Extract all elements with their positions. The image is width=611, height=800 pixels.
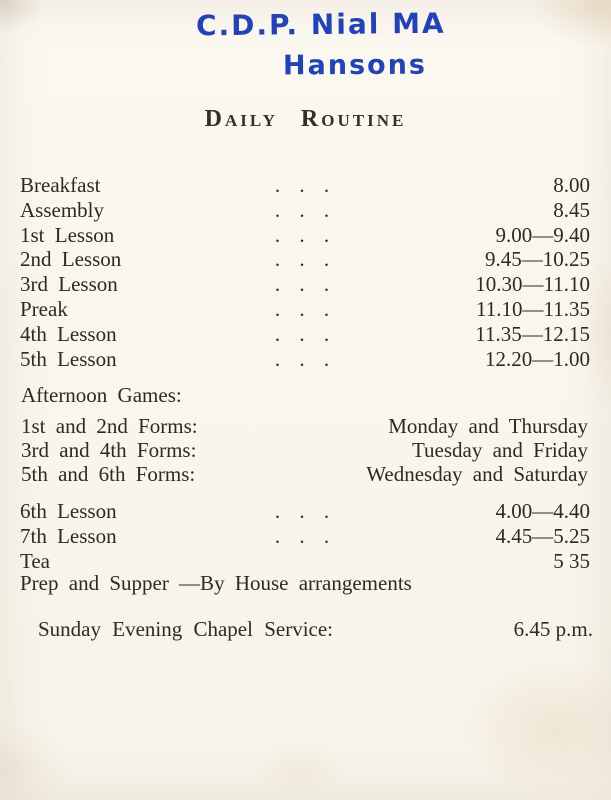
schedule-time: 10.30—11.10	[475, 272, 590, 297]
schedule-row	[0, 347, 611, 372]
forms-label: 3rd and 4th Forms:	[21, 438, 197, 463]
schedule-row	[0, 549, 611, 574]
schedule-row	[0, 297, 611, 322]
games-days: Tuesday and Friday	[411, 438, 588, 463]
leader-dots: . . .	[274, 197, 332, 222]
handwritten-house-name: Hansons	[282, 49, 428, 82]
page-title: Daily Routine	[204, 106, 407, 132]
schedule-row	[0, 198, 611, 223]
schedule-label: Assembly	[20, 197, 104, 222]
schedule-row	[0, 499, 611, 524]
forms-label: 5th and 6th Forms:	[21, 462, 196, 487]
evening-schedule	[0, 499, 611, 573]
games-days: Monday and Thursday	[388, 414, 588, 438]
afternoon-games-section	[0, 383, 611, 487]
schedule-time: 9.45—10.25	[485, 247, 590, 272]
schedule-label: 6th Lesson	[20, 499, 117, 523]
leader-dots: . . .	[274, 222, 332, 247]
schedule-row	[0, 247, 611, 272]
games-days: Wednesday and Saturday	[366, 462, 588, 487]
schedule-label: 4th Lesson	[20, 321, 117, 346]
prep-supper-note: Prep and Supper —By House arrangements	[20, 571, 412, 595]
chapel-service-row	[0, 617, 611, 642]
schedule-time: 8.00	[553, 173, 590, 197]
leader-dots: . . .	[274, 346, 332, 371]
schedule-time: 4.45—5.25	[495, 523, 590, 548]
schedule-time: 9.00—9.40	[495, 222, 590, 247]
leader-dots: . . .	[274, 272, 332, 297]
schedule-label: 2nd Lesson	[20, 247, 122, 272]
schedule-row	[0, 223, 611, 248]
games-row	[0, 462, 611, 486]
schedule-row	[0, 322, 611, 347]
morning-schedule	[0, 173, 611, 371]
afternoon-games-rows	[0, 414, 611, 487]
schedule-label: 3rd Lesson	[20, 272, 118, 297]
leader-dots: . . .	[274, 296, 332, 321]
chapel-time: 6.45 p.m.	[513, 617, 593, 641]
afternoon-games-heading: Afternoon Games:	[21, 383, 182, 407]
schedule-row	[0, 272, 611, 297]
schedule-label: 5th Lesson	[20, 346, 117, 371]
schedule-label: Breakfast	[20, 173, 101, 197]
forms-label: 1st and 2nd Forms:	[21, 414, 198, 438]
schedule-label: Preak	[20, 296, 68, 321]
schedule-time: 11.10—11.35	[476, 296, 590, 321]
schedule-label: 7th Lesson	[20, 523, 117, 548]
schedule-time: 8.45	[553, 197, 590, 222]
schedule-time: 11.35—12.15	[475, 321, 590, 346]
leader-dots	[265, 549, 341, 574]
schedule-time: 12.20—1.00	[485, 346, 590, 371]
schedule-row	[0, 524, 611, 549]
schedule-time: 4.00—4.40	[495, 499, 590, 523]
games-row	[0, 414, 611, 438]
schedule-time: 5 35	[553, 548, 590, 573]
leader-dots: . . .	[274, 499, 332, 523]
handwritten-owner-name: C.D.P. Nial MA	[195, 6, 446, 43]
schedule-label: Tea	[20, 548, 51, 573]
leader-dots: . . .	[274, 321, 332, 346]
chapel-label: Sunday Evening Chapel Service:	[38, 617, 334, 641]
schedule-label: 1st Lesson	[20, 222, 115, 247]
leader-dots: . . .	[274, 247, 332, 272]
leader-dots: . . .	[274, 523, 332, 548]
schedule-row	[0, 173, 611, 198]
games-row	[0, 438, 611, 462]
leader-dots: . . .	[274, 173, 332, 197]
